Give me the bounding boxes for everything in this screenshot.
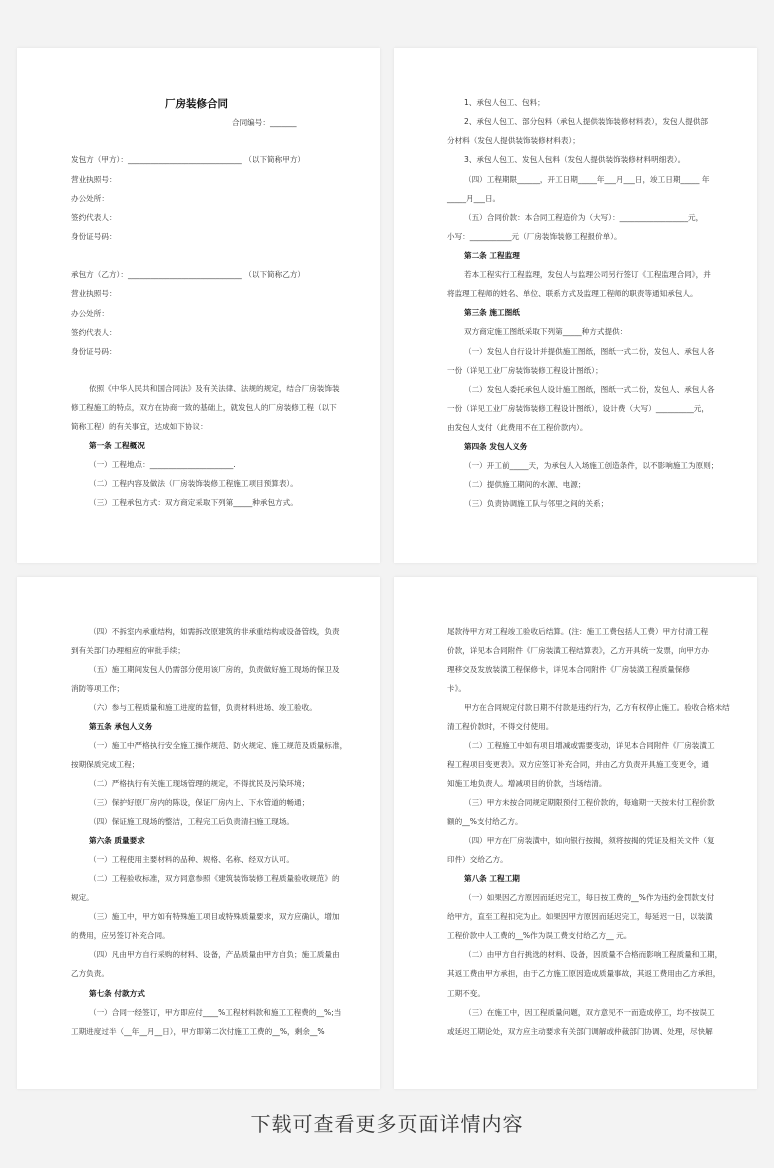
section-heading: 第三条 施工图纸	[464, 308, 520, 317]
page-2-content	[394, 48, 757, 563]
text-line: （一）合同一经签订，甲方即应付____%工程材料款和施工工程费的__%;当	[89, 1008, 342, 1017]
document-page-2	[394, 48, 757, 563]
page-4-content	[394, 577, 757, 1089]
text-line: 消防等项工作；	[71, 684, 125, 693]
text-line: 理移交及发放装潢工程保修卡，详见本合同附件《厂房装潢工程质量保修	[447, 665, 690, 674]
text-line: 清工程价款时，不得交付使用。	[447, 722, 554, 731]
text-line: 知施工地负责人。增减项目的价款，当场结清。	[447, 779, 607, 788]
text-line: （三）保护好原厂房内的陈设，保证厂房内上、下水管道的畅通；	[89, 798, 310, 807]
text-line: 签约代表人：	[71, 213, 117, 222]
text-line: （五）合同价款：本合同工程造价为（大写）：__________________元，	[464, 213, 704, 222]
text-line: 身份证号码：	[71, 347, 117, 356]
text-line: 工期不变。	[447, 989, 485, 998]
text-line: （二）工程施工中如有项目增减或需要变动，详见本合同附件《厂房装潢工	[464, 741, 715, 750]
section-heading: 第一条 工程概况	[89, 441, 145, 450]
text-line: （二）工程内容及做法（厂房装饰装修工程施工项目预算表）。	[89, 479, 298, 488]
section-heading: 第七条 付款方式	[89, 989, 145, 998]
text-line: 3、承包人包工、发包人包料（发包人提供装饰装修材料明细表）。	[464, 155, 686, 164]
page-3-content	[17, 577, 380, 1089]
text-line: 双方商定施工图纸采取下列第_____种方式提供：	[464, 327, 628, 336]
section-heading: 第六条 质量要求	[89, 836, 145, 845]
download-more-footer[interactable]: 下载可查看更多页面详情内容	[250, 1112, 524, 1136]
text-line: （三）负责协调施工队与邻里之间的关系；	[464, 499, 609, 508]
text-line: （三）甲方未按合同规定期限预付工程价款的，每逾期一天按未付工程价款	[464, 798, 715, 807]
text-line: 简称工程）的有关事宜，达成如下协议：	[71, 422, 208, 431]
text-line: 卡》。	[447, 684, 466, 693]
text-line: 程工程项目变更表》。双方应签订补充合同，并由乙方负责开具施工变更令，通	[447, 760, 709, 769]
text-line: 承包方（乙方）：______________________________ （以下简称乙方）	[71, 270, 306, 279]
document-title: 厂房装修合同	[165, 98, 228, 110]
text-line: 身份证号码：	[71, 232, 117, 241]
text-line: 尾款待甲方对工程竣工验收后结算。(注：施工工费包括人工费）甲方付清工程	[447, 627, 709, 636]
text-line: 将监理工程师的姓名、单位、联系方式及监理工程师的职责等通知承包人。	[447, 289, 698, 298]
text-line: （四）甲方在厂房装潢中，如向银行按揭，须将按揭的凭证及相关文件（复	[464, 836, 715, 845]
section-heading: 第四条 发包人义务	[464, 442, 528, 451]
text-line: _____月___日。	[447, 194, 501, 203]
text-line: （五）施工期间发包人仍需部分使用该厂房的，负责做好施工现场的保卫及	[89, 665, 340, 674]
text-line: （一）工程使用主要材料的品种、规格、名称、经双方认可。	[89, 855, 295, 864]
text-line: （二）严格执行有关施工现场管理的规定，不得扰民及污染环境；	[89, 779, 310, 788]
text-line: 1、承包人包工、包料；	[464, 98, 545, 107]
text-line: （一）开工前_____天，为承包人入场施工创造条件，以不影响施工为原则；	[464, 461, 719, 470]
text-line: 2、承包人包工、部分包料（承包人提供装饰装修材料表），发包人提供部	[464, 117, 709, 126]
section-heading: 第五条 承包人义务	[89, 722, 153, 731]
text-line: （四）保证施工现场的整洁，工程完工后负责清扫施工现场。	[89, 817, 295, 826]
page-1-content	[17, 48, 380, 563]
text-line: 由发包人支付（此费用不在工程价款内）。	[447, 423, 588, 432]
text-line: 办公处所：	[71, 309, 109, 318]
text-line: 工程价款中人工费的__%作为误工费支付给乙方__ 元。	[447, 931, 632, 940]
text-line: 一份（详见工业厂房装饰装修工程设计图纸），设计费（大写）__________元，	[447, 404, 709, 413]
text-line: 或延迟工期论处，双方应主动要求有关部门调解或仲裁部门协调、处理，尽快解	[447, 1027, 713, 1036]
text-line: （二）提供施工期间的水源、电源；	[464, 480, 586, 489]
text-line: （一）发包人自行设计并提供施工图纸，图纸一式二份，发包人、承包人各	[464, 347, 715, 356]
text-line: 乙方负责。	[71, 969, 109, 978]
text-line: （四）不拆室内承重结构，如需拆改原建筑的非承重结构或设备管线，负责	[89, 627, 340, 636]
text-line: 工期进度过半（__年__月__日），甲方即第二次付施工工费的__%，剩余__%	[71, 1027, 325, 1036]
text-line: 办公处所：	[71, 194, 109, 203]
text-line: （三）施工中，甲方如有特殊施工项目或特殊质量要求，双方应确认，增加	[89, 912, 340, 921]
text-line: 依照《中华人民共和国合同法》及有关法律、法规的规定，结合厂房装饰装	[89, 384, 340, 393]
text-line: （三）工程承包方式：双方商定采取下列第_____种承包方式。	[89, 498, 298, 507]
text-line: 价款，详见本合同附件《厂房装潢工程结算表》，乙方开具统一发票，向甲方办	[447, 646, 709, 655]
text-line: 小写：___________元（厂房装饰装修工程报价单）。	[447, 232, 622, 241]
text-line: 甲方在合同规定付款日期不付款是违约行为，乙方有权停止施工。验收合格未结	[464, 703, 730, 712]
text-line: 分材料（发包人提供装饰装修材料表）；	[447, 136, 580, 145]
document-page-3	[17, 577, 380, 1089]
document-page-1	[17, 48, 380, 563]
text-line: 若本工程实行工程监理，发包人与监理公司另行签订《工程监理合同》，并	[464, 270, 711, 279]
text-line: 签约代表人：	[71, 328, 117, 337]
text-line: 按期保质完成工程；	[71, 760, 140, 769]
section-heading: 第二条 工程监理	[464, 251, 520, 260]
text-line: 营业执照号：	[71, 175, 117, 184]
text-line: 的费用，应另签订补充合同。	[71, 931, 170, 940]
text-line: 其返工费由甲方承担，由于乙方施工原因造成质量事故，其返工费用由乙方承担，	[447, 969, 721, 978]
text-line: 一份（详见工业厂房装饰装修工程设计图纸）；	[447, 366, 603, 375]
text-line: （六）参与工程质量和施工进度的监督，负责材料进场、竣工验收。	[89, 703, 317, 712]
text-line: （二）工程验收标准，双方同意参照《建筑装饰装修工程质量验收规范》的	[89, 874, 340, 883]
text-line: （四）凡由甲方自行采购的材料、设备，产品质量由甲方自负；施工质量由	[89, 950, 340, 959]
text-line: 给甲方，直至工程扣完为止。如果因甲方原因而延迟完工，每延迟一日，以装潢	[447, 912, 713, 921]
text-line: （三）在施工中，因工程质量问题，双方意见不一而造成停工，均不按误工	[464, 1008, 715, 1017]
document-page-4	[394, 577, 757, 1089]
text-line: （二）发包人委托承包人设计施工图纸，图纸一式二份，发包人、承包人各	[464, 385, 715, 394]
text-line: 修工程施工的特点，双方在协商一致的基础上，就发包人的厂房装修工程（以下	[71, 403, 337, 412]
section-heading: 第八条 工程工期	[464, 874, 520, 883]
text-line: 规定。	[71, 893, 94, 902]
text-line: （四）工程期限______，开工日期_____年___月___日，竣工日期_____ 年	[464, 175, 710, 184]
text-line: （一）如果因乙方原因而延迟完工，每日按工费的__%作为违约金罚款支付	[464, 893, 715, 902]
text-line: 营业执照号：	[71, 289, 117, 298]
text-line: 额的__%支付给乙方。	[447, 817, 523, 826]
text-line: 发包方（甲方）：______________________________ （以下简称甲方）	[71, 155, 306, 164]
text-line: （一）工程地点：______________________.	[89, 460, 236, 469]
text-line: 到有关部门办理相应的审批手续；	[71, 646, 185, 655]
text-line: （二）由甲方自行挑选的材料、设备，因质量不合格而影响工程质量和工期，	[464, 950, 723, 959]
text-line: 印件）交给乙方。	[447, 855, 508, 864]
text-line: （一）施工中严格执行安全施工操作规范、防火规定、施工规范及质量标准，	[89, 741, 348, 750]
text-line: 合同编号：_______	[232, 118, 297, 127]
